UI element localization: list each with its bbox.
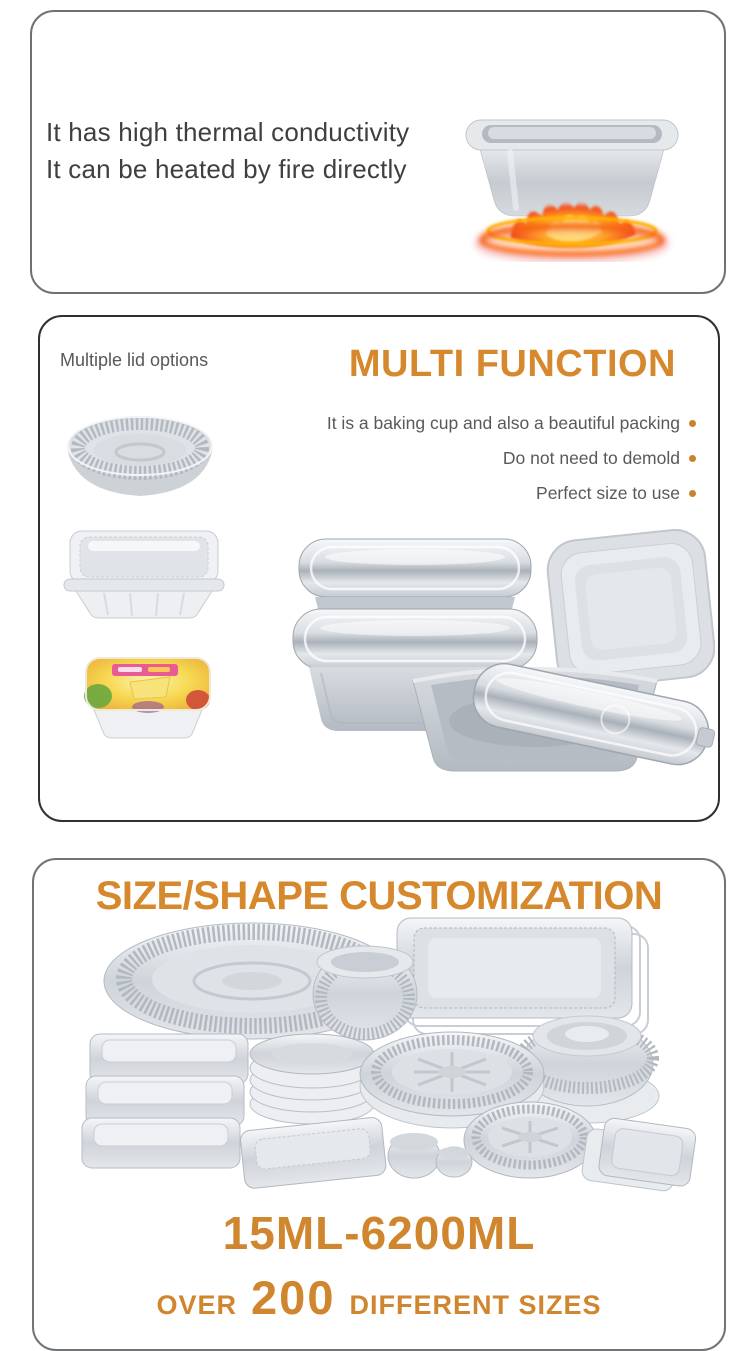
printed-lid-container-image — [78, 652, 218, 740]
foil-pan-collection-image — [62, 906, 696, 1194]
different-sizes-label: DIFFERENT SIZES — [349, 1290, 602, 1320]
feature-list — [327, 413, 696, 518]
size-range-text: 15ML-6200ML — [222, 1207, 536, 1259]
feature-item-text: It is a baking cup and also a beautiful packing — [326, 413, 680, 433]
feature-item — [327, 483, 696, 504]
feature-item-text: Do not need to demold — [502, 448, 680, 468]
sizes-count: 200 — [251, 1271, 336, 1324]
feature-item-text: Perfect size to use — [536, 483, 680, 503]
multi-function-card — [38, 315, 720, 822]
fire-heated-pan-image — [452, 104, 692, 262]
feature-item — [327, 413, 696, 434]
customization-title: SIZE/SHAPE CUSTOMIZATION — [95, 874, 663, 918]
customization-card — [32, 858, 726, 1351]
smoothwall-container-set-image — [285, 523, 715, 778]
over-label: OVER — [156, 1290, 238, 1320]
thermal-text — [46, 114, 409, 188]
thermal-text-line1: It has high thermal conductivity — [46, 117, 410, 147]
multiple-lid-options-label: Multiple lid options — [60, 350, 209, 370]
feature-item — [327, 448, 696, 469]
bullet-dot-icon — [689, 455, 696, 462]
thermal-conductivity-card — [30, 10, 726, 294]
multi-function-title: MULTI FUNCTION — [348, 343, 676, 385]
bullet-dot-icon — [689, 490, 696, 497]
sizes-count-line — [34, 1270, 724, 1325]
bullet-dot-icon — [689, 420, 696, 427]
foil-container-clear-lid-image — [60, 527, 228, 620]
thermal-text-line2: It can be heated by fire directly — [46, 154, 407, 184]
round-foil-bowl-image — [62, 402, 218, 503]
